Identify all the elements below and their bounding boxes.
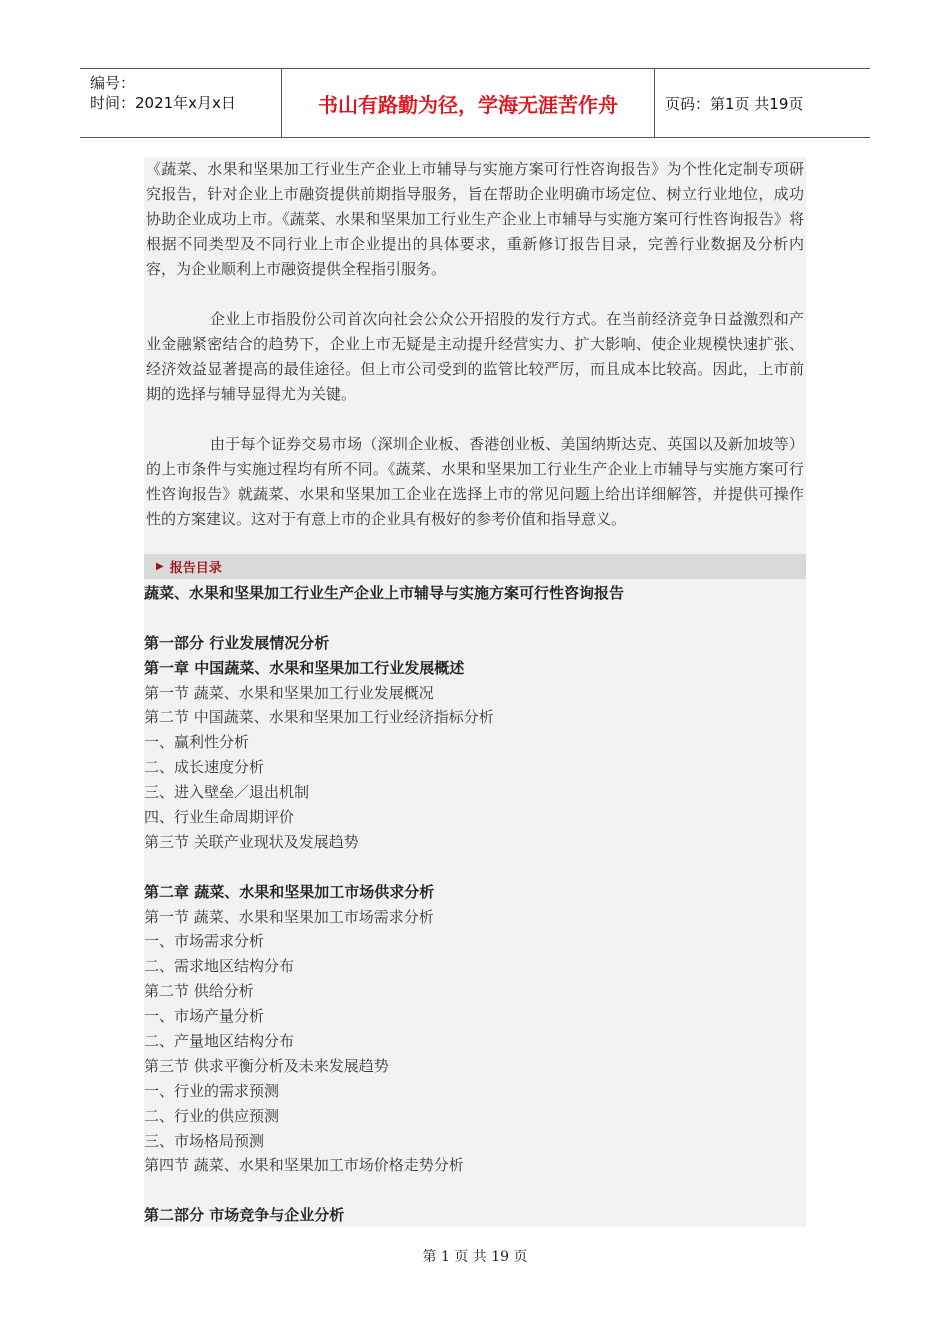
document-date: 时间：2021年x月x日 <box>90 94 236 112</box>
header-page-info: 页码：第1页 共19页 <box>665 94 804 113</box>
intro-paragraph: 企业上市指股份公司首次向社会公众公开招股的发行方式。在当前经济竞争日益激烈和产业金融紧密结合的趋势下，企业上市无疑是主动提升经营实力、扩大影响、使企业规模快速扩张、经济效益显著提高的最佳途径。但上市公司受到的监管比较严厉，而且成本比较高。因此，上市前期的选择与辅导显得尤为关键。 <box>146 310 804 403</box>
toc-entry: 第一节 蔬菜、水果和坚果加工市场需求分析 <box>144 907 434 926</box>
table-of-contents <box>144 581 806 1228</box>
toc-entry: 蔬菜、水果和坚果加工行业生产企业上市辅导与实施方案可行性咨询报告 <box>144 584 625 602</box>
toc-entry: 一、市场产量分析 <box>144 1007 265 1026</box>
toc-entry: 第二节 中国蔬菜、水果和坚果加工行业经济指标分析 <box>144 708 494 727</box>
toc-entry: 第二部分 市场竞争与企业分析 <box>144 1206 345 1225</box>
toc-spacer <box>144 606 806 631</box>
toc-spacer <box>144 855 806 880</box>
toc-entry: 第一章 中国蔬菜、水果和坚果加工行业发展概述 <box>144 658 465 677</box>
toc-entry: 二、成长速度分析 <box>144 758 265 777</box>
toc-entry: 四、行业生命周期评价 <box>144 808 295 827</box>
triangle-right-icon: ▶ <box>156 561 164 572</box>
toc-entry: 第一部分 行业发展情况分析 <box>144 633 330 652</box>
toc-entry: 一、市场需求分析 <box>144 932 265 951</box>
toc-heading-bar <box>144 554 806 579</box>
toc-entry: 一、赢利性分析 <box>144 733 250 752</box>
header-motto: 书山有路勤为径，学海无涯苦作舟 <box>282 69 655 137</box>
intro-section <box>144 157 806 532</box>
report-content <box>144 157 806 1227</box>
toc-entry: 第三节 关联产业现状及发展趋势 <box>144 832 359 851</box>
toc-entry: 第四节 蔬菜、水果和坚果加工市场价格走势分析 <box>144 1156 464 1175</box>
toc-spacer <box>144 1178 806 1203</box>
toc-entry: 二、产量地区结构分布 <box>144 1032 295 1051</box>
toc-entry: 三、市场格局预测 <box>144 1131 265 1150</box>
document-code-label: 编号： <box>90 74 136 92</box>
header-meta <box>80 69 282 137</box>
toc-entry: 二、需求地区结构分布 <box>144 957 295 976</box>
toc-entry: 第二章 蔬菜、水果和坚果加工市场供求分析 <box>144 882 435 901</box>
toc-entry: 二、行业的供应预测 <box>144 1106 280 1125</box>
toc-entry: 一、行业的需求预测 <box>144 1081 280 1100</box>
toc-entry: 第二节 供给分析 <box>144 982 254 1001</box>
intro-paragraph: 由于每个证券交易市场（深圳企业板、香港创业板、美国纳斯达克、英国以及新加坡等）的上市条件与实施过程均有所不同。《蔬菜、水果和坚果加工行业生产企业上市辅导与实施方案可行性咨询报告》就蔬菜、水果和坚果加工企业在选择上市的常见问题上给出详细解答，并提供可操作性的方案建议。这对于有意上市的企业具有极好的参考价值和指导意义。 <box>146 435 804 528</box>
document-header <box>80 68 870 138</box>
intro-paragraph: 《蔬菜、水果和坚果加工行业生产企业上市辅导与实施方案可行性咨询报告》为个性化定制专项研究报告，针对企业上市融资提供前期指导服务，旨在帮助企业明确市场定位、树立行业地位，成功协助企业成功上市。《蔬菜、水果和坚果加工行业生产企业上市辅导与实施方案可行性咨询报告》将根据不同类型及不同行业上市企业提出的具体要求，重新修订报告目录，完善行业数据及分析内容，为企业顺利上市融资提供全程指引服务。 <box>146 160 804 278</box>
toc-entry: 三、进入壁垒／退出机制 <box>144 783 310 802</box>
page-footer: 第 1 页 共 19 页 <box>422 1249 528 1265</box>
toc-entry: 第三节 供求平衡分析及未来发展趋势 <box>144 1056 389 1075</box>
toc-heading: 报告目录 <box>169 561 222 576</box>
toc-entry: 第一节 蔬菜、水果和坚果加工行业发展概况 <box>144 683 434 702</box>
